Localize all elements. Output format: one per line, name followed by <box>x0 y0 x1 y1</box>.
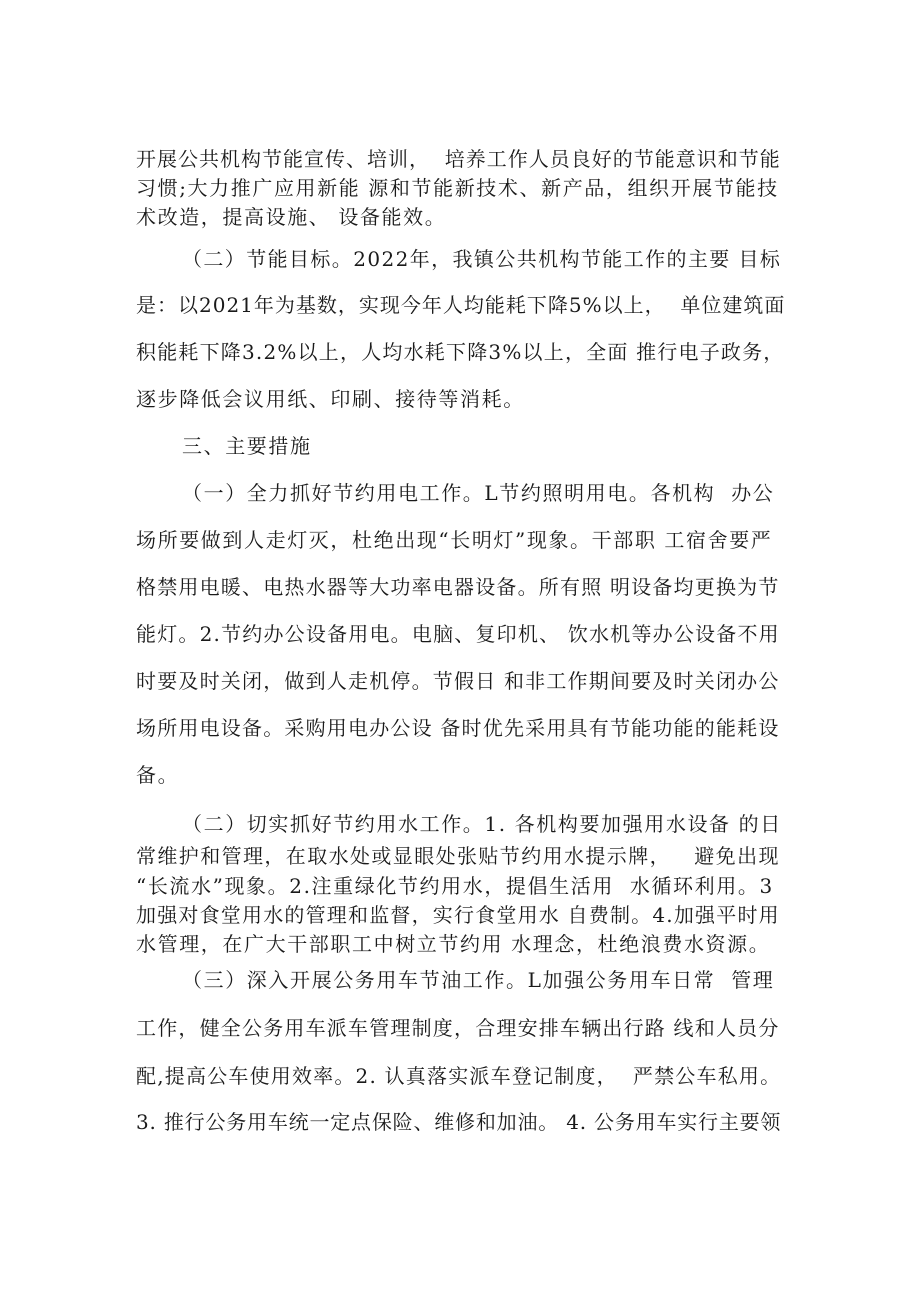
text-line: 场所要做到人走灯灭，杜绝出现“长明灯”现象。干部职 工宿舍要严 <box>136 528 773 552</box>
text-line: （一）全力抓好节约用电工作。L节约照明用电。各机构 办公 <box>182 481 775 505</box>
text-line: 能灯。2.节约办公设备用电。电脑、复印机、 饮水机等办公设备不用 <box>136 622 780 646</box>
text-line: 场所用电设备。采购用电办公设 备时优先采用具有节能功能的能耗设 <box>136 716 780 740</box>
text-line: 备。 <box>136 763 180 787</box>
text-line: 时要及时关闭，做到人走机停。节假日 和非工作期间要及时关闭办公 <box>136 669 780 693</box>
text-line: 习惯;大力推广应用新能 源和节能新技术、新产品，组织开展节能技 <box>136 176 779 200</box>
text-line: “长流水”现象。2.注重绿化节约用水，提倡生活用 水循环利用。3 <box>136 874 774 898</box>
text-line: （三）深入开展公务用车节油工作。L加强公务用车日常 管理 <box>182 968 775 992</box>
text-line: 积能耗下降3.2%以上，人均水耗下降3%以上，全面 推行电子政务， <box>136 340 785 364</box>
section-heading: 三、主要措施 <box>182 434 312 458</box>
text-line: 常维护和管理，在取水处或显眼处张贴节约用水提示牌， 避免出现 <box>136 844 780 868</box>
text-line: 术改造，提高设施、 设备能效。 <box>136 205 447 229</box>
text-line: 开展公共机构节能宣传、培训， 培养工作人员良好的节能意识和节能 <box>136 147 781 171</box>
text-line: 3. 推行公务用车统一定点保险、维修和加油。 4. 公务用车实行主要领 <box>136 1110 782 1134</box>
text-line: （二）节能目标。2022年，我镇公共机构节能工作的主要 目标 <box>182 247 782 271</box>
text-line: 工作，健全公务用车派车管理制度，合理安排车辆出行路 线和人员分 <box>136 1016 780 1040</box>
text-line: 是：以2021年为基数，实现今年人均能耗下降5%以上， 单位建筑面 <box>136 293 786 317</box>
text-line: 逐步降低会议用纸、印刷、接待等消耗。 <box>136 387 525 411</box>
text-line: 配,提高公车使用效率。2. 认真落实派车登记制度， 严禁公车私用。 <box>136 1064 782 1088</box>
text-line: 水管理，在广大干部职工中树立节约用 水理念，杜绝浪费水资源。 <box>136 932 771 956</box>
text-line: （二）切实抓好节约用水工作。1. 各机构要加强用水设备 的日 <box>182 812 782 836</box>
text-line: 加强对食堂用水的管理和监督，实行食堂用水 自费制。4.加强平时用 <box>136 903 780 927</box>
text-line: 格禁用电暖、电热水器等大功率电器设备。所有照 明设备均更换为节 <box>136 575 780 599</box>
